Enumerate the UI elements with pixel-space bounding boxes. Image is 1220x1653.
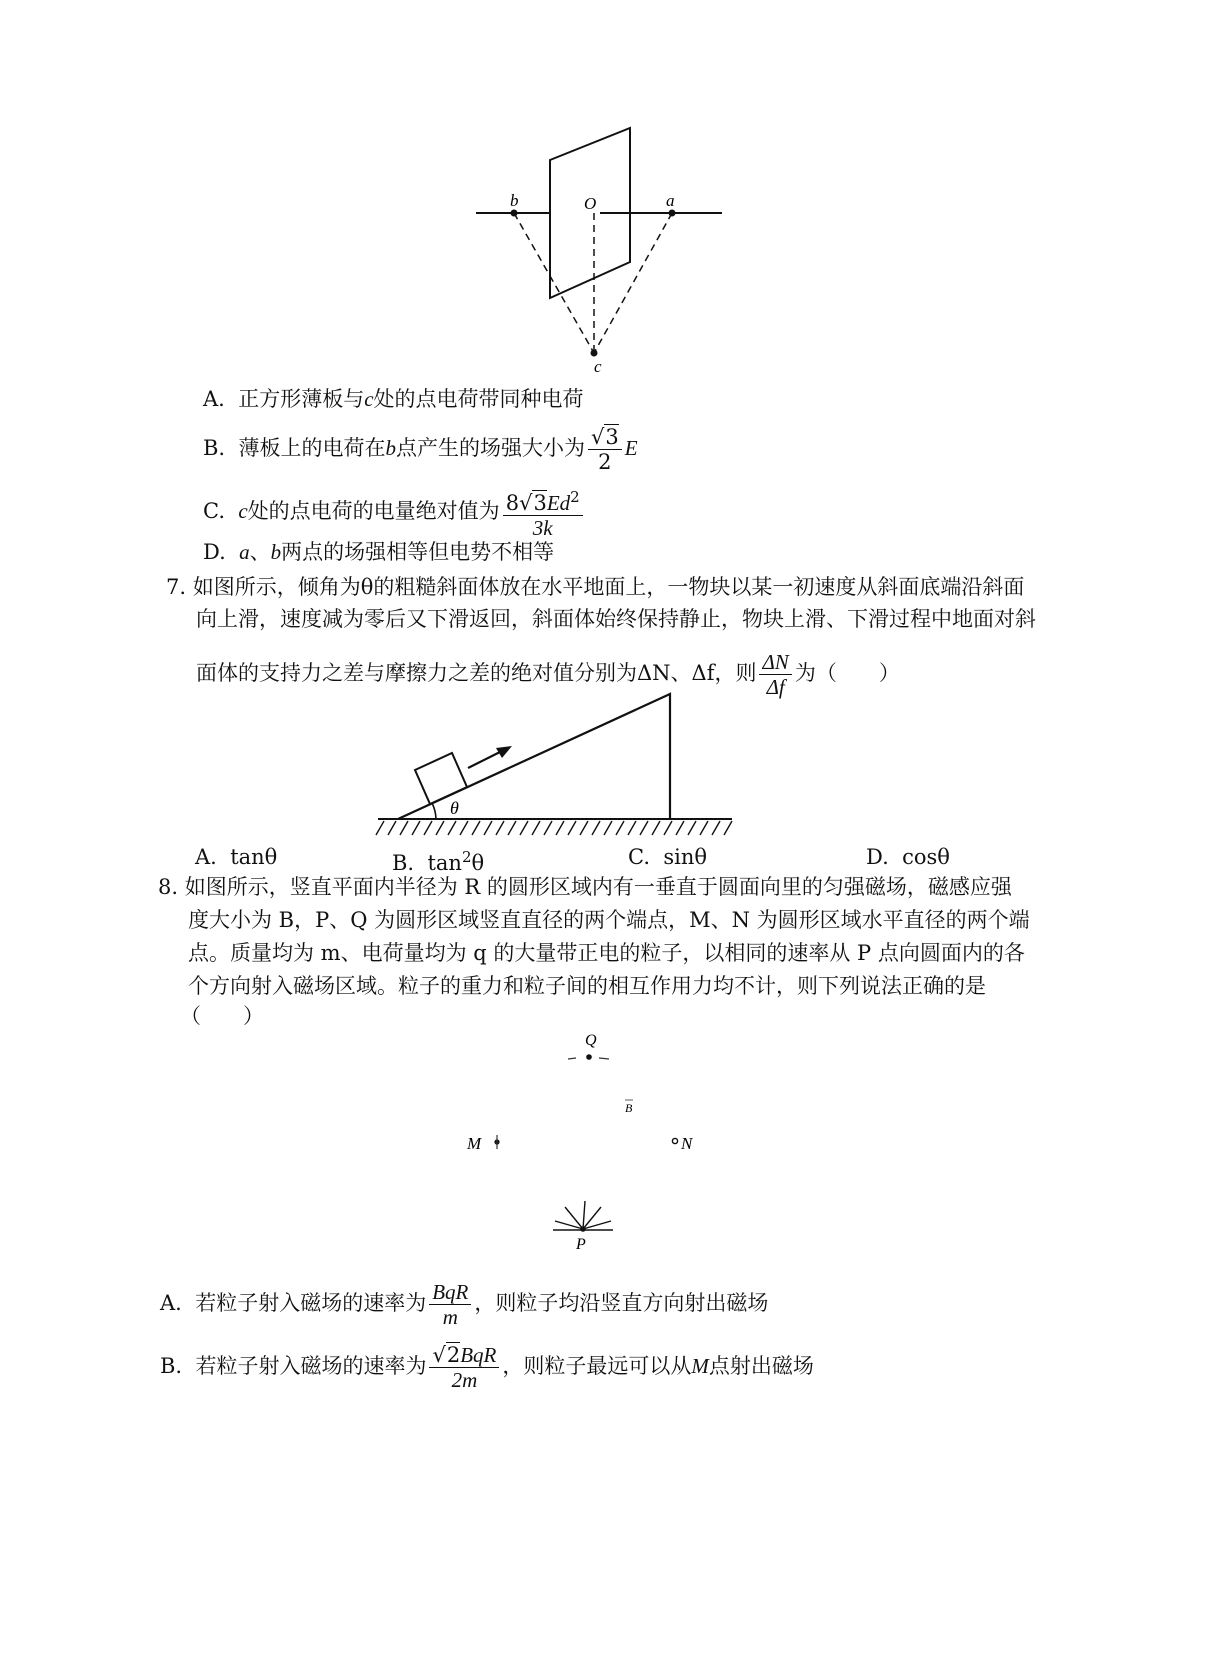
- sliding-block: [415, 753, 467, 804]
- option-value: sinθ: [663, 845, 708, 869]
- field-label-b: B: [625, 1101, 633, 1115]
- frac-num: BqR: [432, 1280, 469, 1304]
- sqrt-radicand: 2: [446, 1343, 461, 1367]
- question-number: 7.: [166, 575, 187, 599]
- exponent: 2: [461, 848, 472, 866]
- var-a: a: [239, 540, 250, 564]
- var-e: E: [624, 436, 638, 460]
- ground-hatching: [376, 821, 732, 835]
- question-text: 个方向射入磁场区域。粒子的重力和粒子间的相互作用力均不计，则下列说法正确的是: [188, 974, 986, 998]
- option-func: tan: [427, 851, 462, 875]
- option-value: tanθ: [230, 845, 278, 869]
- option-letter: C.: [203, 499, 225, 523]
- q7-option-d: [866, 843, 950, 871]
- option-arg: θ: [471, 851, 485, 875]
- q6-option-d: [203, 538, 554, 566]
- question-text: 如图所示，竖直平面内半径为 R 的圆形区域内有一垂直于圆面向里的匀强磁场，磁感应强: [184, 875, 1012, 899]
- option-text: 处的点电荷带同种电荷: [373, 387, 584, 411]
- question-text: 点。质量均为 m、电荷量均为 q 的大量带正电的粒子，以相同的速率从 P 点向圆面内的各: [188, 941, 1025, 965]
- point-p: [580, 1226, 586, 1232]
- option-letter: D.: [866, 845, 889, 869]
- frac-den: 2m: [429, 1367, 499, 1392]
- point-c: [591, 350, 598, 357]
- q7-option-c: [628, 843, 707, 871]
- question-text: 度大小为 B，P、Q 为圆形区域竖直直径的两个端点，M、N 为圆形区域水平直径的两个端: [188, 908, 1030, 932]
- option-letter: B.: [392, 851, 415, 875]
- label-m: M: [467, 1134, 482, 1153]
- fraction: $\frac{√3}{2}$: [588, 425, 622, 474]
- theta-arc: [432, 803, 436, 819]
- q8-line-4: [188, 972, 986, 1000]
- option-text: 处的点电荷的电量绝对值为: [247, 499, 500, 523]
- velocity-arrow: [468, 751, 502, 768]
- option-text: 点产生的场强大小为: [395, 436, 585, 460]
- option-letter: A.: [160, 1291, 182, 1315]
- option-text: 正方形薄板与: [238, 387, 365, 411]
- label-b: b: [510, 191, 519, 210]
- frac-num-coef: 8: [505, 491, 520, 515]
- q6-option-c: [203, 485, 586, 540]
- option-text: 两点的场强相等但电势不相等: [281, 540, 555, 564]
- label-n: N: [681, 1134, 693, 1153]
- q8-line-1: [158, 873, 1012, 901]
- option-letter: D.: [203, 540, 226, 564]
- label-a: a: [666, 191, 675, 210]
- option-text: 点射出磁场: [708, 1354, 814, 1378]
- q7-line-2: [196, 605, 1036, 633]
- var-c: c: [364, 387, 374, 411]
- q7-option-a: [195, 843, 277, 871]
- option-text: 若粒子射入磁场的速率为: [195, 1291, 427, 1315]
- point-a: [669, 210, 676, 217]
- option-letter: B.: [160, 1354, 183, 1378]
- q7-option-b: [392, 843, 484, 877]
- particle-direction-fan: [553, 1201, 613, 1230]
- sqrt-radicand: 3: [533, 491, 547, 515]
- point-n: [672, 1138, 677, 1143]
- dashed-line-ac: [594, 213, 672, 353]
- option-text: 薄板上的电荷在: [238, 436, 386, 460]
- fraction: [429, 1280, 471, 1329]
- option-letter: A.: [203, 387, 225, 411]
- frac-num: ΔN: [762, 650, 789, 674]
- magnetic-field-figure: [455, 1025, 720, 1260]
- sqrt-radicand: 3: [605, 425, 619, 449]
- option-letter: A.: [195, 845, 217, 869]
- ratio-fraction: [759, 650, 791, 699]
- frac-den: 3k: [503, 515, 583, 540]
- option-letter: C.: [628, 845, 650, 869]
- q8-option-b: [160, 1343, 814, 1392]
- q8-line-2: [188, 906, 1030, 934]
- plate-figure: [470, 120, 740, 380]
- option-letter: B.: [203, 436, 226, 460]
- var-b: b: [385, 436, 396, 460]
- q6-option-a: [203, 385, 584, 413]
- frac-den: 2: [588, 449, 622, 474]
- option-text: 若粒子射入磁场的速率为: [195, 1354, 427, 1378]
- label-c: c: [594, 357, 602, 376]
- q6-option-b: [203, 425, 638, 474]
- frac-den: Δf: [759, 674, 791, 699]
- label-q: Q: [585, 1032, 597, 1049]
- var-c: c: [238, 499, 248, 523]
- option-value: cosθ: [902, 845, 950, 869]
- point-q: [586, 1054, 592, 1060]
- question-number: 8.: [158, 875, 179, 899]
- q8-option-a: [160, 1280, 768, 1329]
- var-m: M: [691, 1354, 709, 1378]
- label-p: P: [576, 1236, 586, 1253]
- incline-figure: [370, 688, 740, 840]
- question-text: 面体的支持力之差与摩擦力之差的绝对值分别为ΔN、Δf，则: [196, 661, 757, 685]
- question-text: 为（ ）: [794, 661, 900, 685]
- exponent: 2: [570, 488, 580, 506]
- question-text: 如图所示，倾角为θ的粗糙斜面体放在水平地面上，一物块以某一初速度从斜面底端沿斜面: [192, 575, 1025, 599]
- point-b: [511, 210, 518, 217]
- separator: 、: [249, 540, 271, 564]
- circle-fragment-q-right: [599, 1058, 609, 1059]
- fraction: $\frac{8√3Ed^2}{3k}$: [503, 485, 583, 540]
- label-o: O: [584, 194, 597, 213]
- frac-den: m: [429, 1304, 471, 1329]
- theta-label: θ: [450, 798, 459, 818]
- question-text: 向上滑，速度减为零后又下滑返回，斜面体始终保持静止，物块上滑、下滑过程中地面对斜: [196, 607, 1036, 631]
- q8-line-5: [180, 1002, 264, 1030]
- option-text: ，则粒子最远可以从: [502, 1354, 692, 1378]
- circle-fragment-q-left: [568, 1058, 576, 1059]
- q7-line-1: [166, 573, 1024, 601]
- frac-num-vars: BqR: [460, 1343, 497, 1367]
- question-text: （ ）: [180, 1004, 264, 1028]
- option-text: ，则粒子均沿竖直方向射出磁场: [474, 1291, 769, 1315]
- var-b: b: [270, 540, 282, 564]
- fraction: $\frac{\text{√2BqR}}{2m}$: [429, 1343, 499, 1392]
- frac-num-vars: Ed: [546, 491, 571, 515]
- q8-line-3: [188, 939, 1025, 967]
